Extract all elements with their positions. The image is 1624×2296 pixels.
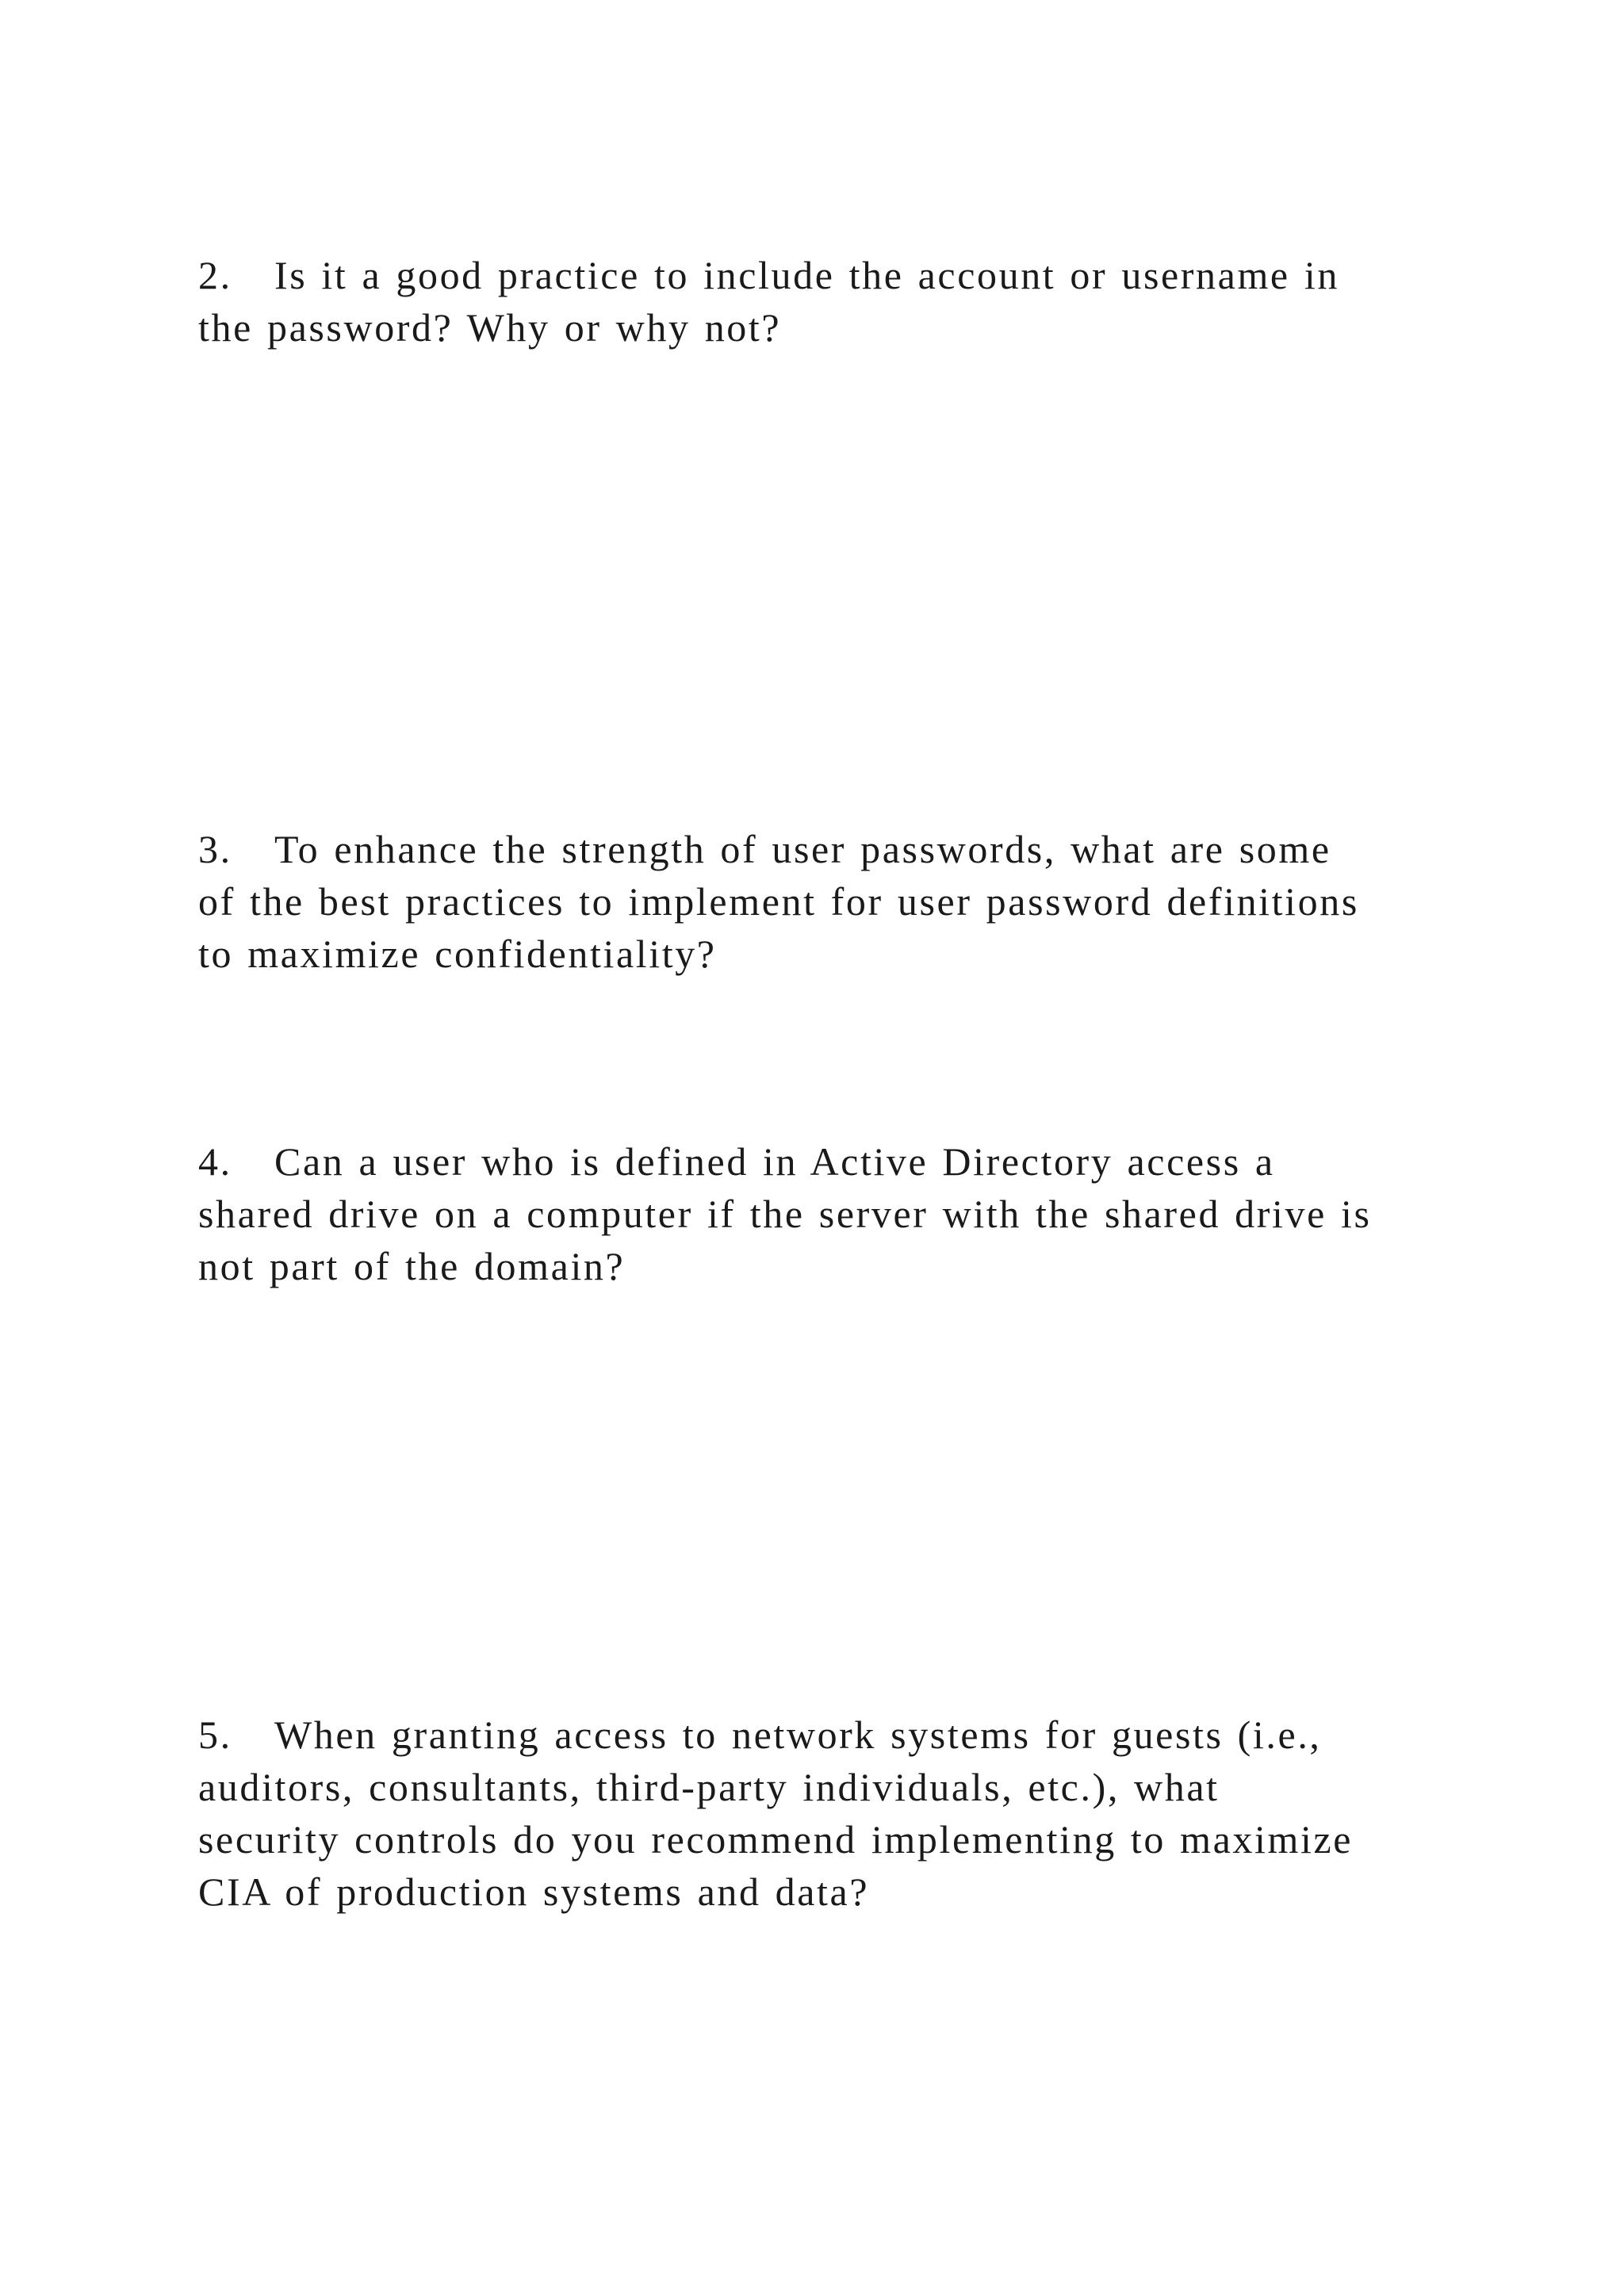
question-line: to maximize confidentiality?	[198, 932, 717, 976]
question-text: When granting access to network systems for guests (i.e.,	[274, 1712, 1322, 1757]
question-line: auditors, consultants, third-party individuals, etc.), what	[198, 1765, 1220, 1809]
question-text: Is it a good practice to include the account or username in	[274, 253, 1339, 297]
question-line: security controls do you recommend implementing to maximize	[198, 1817, 1354, 1862]
question-5	[198, 1709, 1499, 1918]
question-4	[198, 1135, 1499, 1292]
question-2	[198, 249, 1499, 354]
question-line: shared drive on a computer if the server with the shared drive is	[198, 1192, 1372, 1236]
question-text: To enhance the strength of user passwords, what are some	[274, 827, 1331, 871]
question-number: 5.	[198, 1712, 232, 1757]
question-3	[198, 823, 1499, 980]
question-line: the password? Why or why not?	[198, 305, 782, 350]
question-number: 4.	[198, 1139, 232, 1184]
question-line: CIA of production systems and data?	[198, 1869, 870, 1914]
question-line: not part of the domain?	[198, 1244, 626, 1288]
question-line	[198, 249, 1499, 301]
question-number: 3.	[198, 827, 232, 871]
question-number: 2.	[198, 253, 232, 297]
question-line: of the best practices to implement for user password definitions	[198, 879, 1359, 924]
question-line	[198, 823, 1499, 875]
question-line	[198, 1709, 1499, 1761]
question-line	[198, 1135, 1499, 1188]
question-text: Can a user who is defined in Active Directory access a	[274, 1139, 1275, 1184]
